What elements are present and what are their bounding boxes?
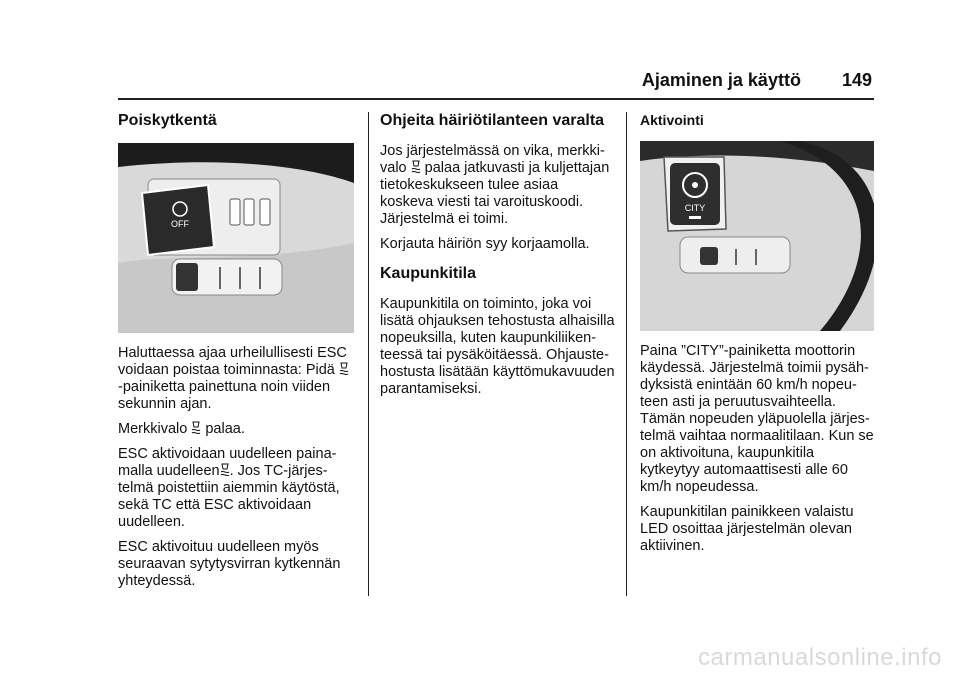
- paragraph-3: ESC aktivoidaan uudelleen paina- malla uudelleen . Jos TC-järjes- telmä poistettiin aiemmin käytöstä, sekä TC että ESC aktivoidaan uudelleen.: [118, 446, 340, 530]
- page-header: [642, 70, 872, 91]
- left-column: [118, 112, 358, 598]
- esc-warning-icon: [191, 421, 201, 435]
- esc-off-switch-photo: [118, 143, 354, 333]
- middle-column: [380, 112, 620, 406]
- paragraph-4: ESC aktivoituu uudelleen myös seuraavan sytytysvirran kytkennän yhteydessä.: [118, 539, 341, 589]
- header-rule: [118, 98, 874, 100]
- city-label: CITY: [684, 203, 706, 213]
- column-divider-2: [626, 112, 627, 596]
- paragraph-fault: Jos järjestelmässä on vika, merkki- valo palaa jatkuvasti ja kuljettajan tietokeskukseen tulee asiaa koskeva viesti tai varoituskoodi. Järjestelmä ei toimi.: [380, 143, 610, 227]
- esc-off-icon: [220, 463, 230, 477]
- heading-aktivointi: Aktivointi: [640, 112, 704, 128]
- page-number: 149: [841, 70, 872, 90]
- heading-poiskytkenta: Poiskytkentä: [118, 112, 217, 129]
- paragraph-repair: Korjauta häiriön syy korjaamolla.: [380, 236, 590, 252]
- watermark: carmanualsonline.info: [698, 644, 942, 671]
- heading-kaupunkitila: Kaupunkitila: [380, 265, 477, 282]
- column-divider-1: [368, 112, 369, 596]
- section-title: Ajaminen ja käyttö: [641, 70, 801, 90]
- right-column: [640, 112, 880, 563]
- esc-warning-icon: [411, 160, 421, 174]
- paragraph-city-mode: Kaupunkitila on toiminto, joka voi lisätä ohjauksen tehostusta alhaisilla nopeuksilla, kuten kaupunkiliiken- teessä tai pysäköitäessä. Ohjauste- hostusta lisätään käyttömukavuuden parantamiseksi.: [380, 296, 615, 397]
- heading-vika: Ohjeita häiriötilanteen varalta: [380, 112, 605, 129]
- paragraph-led: Kaupunkitilan painikkeen valaistu LED osoittaa järjestelmän olevan aktiivinen.: [640, 504, 854, 554]
- paragraph-activation: Paina ”CITY”-painiketta moottorin käydessä. Järjestelmä toimii pysäh- dyksistä enintään 60 km/h nopeu- teen asti ja peruutusvaihteella. Tämän nopeuden yläpuolella järjes- telmä vaihtaa normaalitilaan. Kun se on aktivoituna, kaupunkitila kytkeytyy automaattisesti alle 60 km/h nopeudessa.: [640, 343, 874, 495]
- off-label: OFF: [171, 219, 189, 229]
- paragraph-1: Haluttaessa ajaa urheilullisesti ESC voidaan poistaa toiminnasta: Pidä -painiketta painettuna noin viiden sekunnin ajan.: [118, 345, 347, 412]
- paragraph-2: Merkkivalo palaa.: [118, 421, 245, 437]
- esc-off-icon: [339, 362, 349, 376]
- city-button-photo: [640, 141, 874, 331]
